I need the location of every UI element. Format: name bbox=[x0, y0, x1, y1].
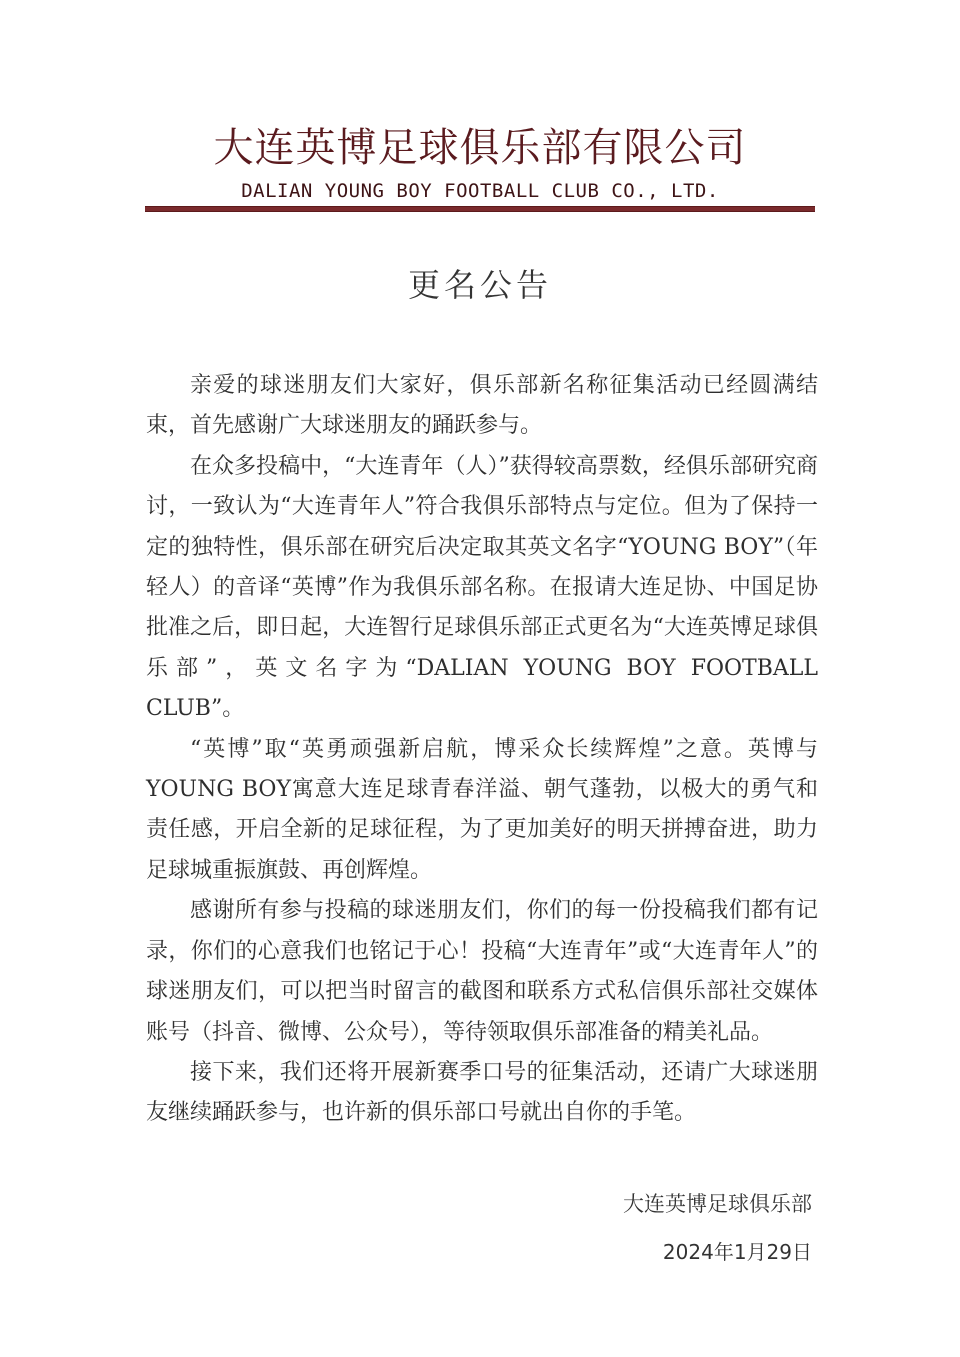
company-name-cn: 大连英博足球俱乐部有限公司 bbox=[213, 125, 747, 171]
paragraph-naming-decision: 在众多投稿中，“大连青年（人）”获得较高票数，经俱乐部研究商讨，一致认为“大连青年人”符合我俱乐部特点与定位。但为了保持一定的独特性，俱乐部在研究后决定取其英文名字“YOUNG BOY”（年轻人）的音译“英博”作为我俱乐部名称。在报请大连足协、中国足协批准之后，即日起，大连智行足球俱乐部正式更名为“大连英博足球俱乐部”，英文名字为“DALIAN YOUNG BOY FOOTBALL CLUB”。 bbox=[146, 453, 818, 722]
notice-body bbox=[146, 366, 818, 1134]
paragraph-next-steps: 接下来，我们还将开展新赛季口号的征集活动，还请广大球迷朋友继续踊跃参与，也许新的俱乐部口号就出自你的手笔。 bbox=[146, 1059, 818, 1126]
paragraph-name-meaning: “英博”取“英勇顽强新启航，博采众长续辉煌”之意。英博与YOUNG BOY寓意大连足球青春洋溢、朝气蓬勃，以极大的勇气和责任感，开启全新的足球征程，为了更加美好的明天拼搏奋进，助力足球城重振旗鼓、再创辉煌。 bbox=[146, 736, 818, 883]
paragraph-greeting: 亲爱的球迷朋友们大家好，俱乐部新名称征集活动已经圆满结束，首先感谢广大球迷朋友的踊跃参与。 bbox=[146, 373, 818, 439]
signature-organization: 大连英博足球俱乐部 bbox=[623, 1192, 812, 1216]
signature-date: 2024年1月29日 bbox=[662, 1240, 812, 1264]
notice-title: 更名公告 bbox=[407, 266, 552, 304]
company-name-en: DALIAN YOUNG BOY FOOTBALL CLUB CO., LTD. bbox=[241, 180, 719, 202]
letterhead bbox=[145, 120, 815, 204]
letterhead-divider bbox=[145, 206, 815, 212]
paragraph-thanks: 感谢所有参与投稿的球迷朋友们，你们的每一份投稿我们都有记录，你们的心意我们也铭记于心！投稿“大连青年”或“大连青年人”的球迷朋友们，可以把当时留言的截图和联系方式私信俱乐部社交媒体账号（抖音、微博、公众号），等待领取俱乐部准备的精美礼品。 bbox=[146, 898, 818, 1045]
signature-block bbox=[623, 1180, 812, 1276]
